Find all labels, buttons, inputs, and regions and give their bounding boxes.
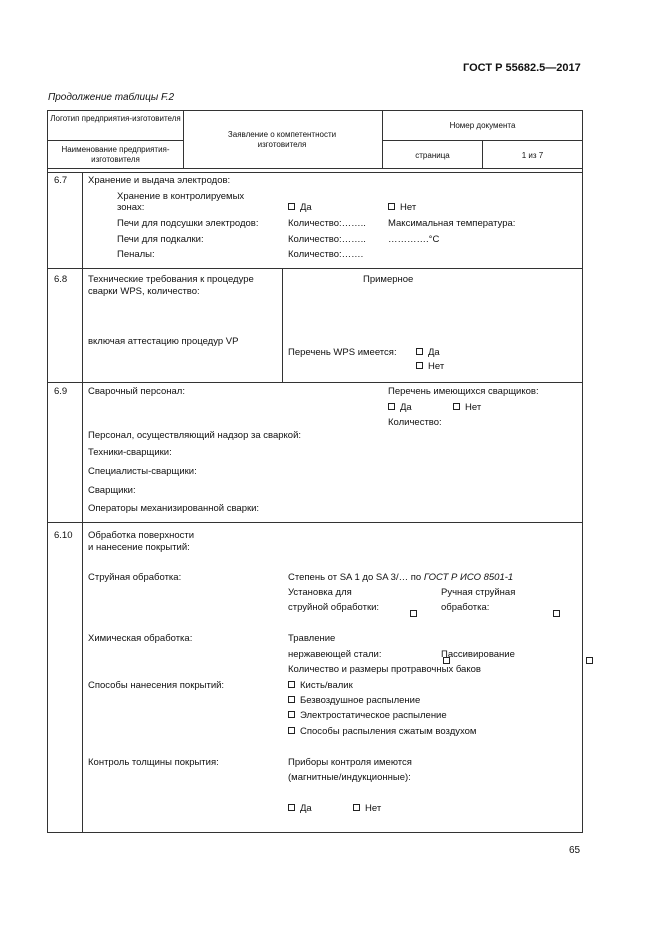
checkbox-icon: [416, 362, 423, 369]
supervisors-label: Персонал, осуществляющий надзор за сваркой:: [88, 430, 302, 441]
blast-installation-line1: Установка для: [288, 587, 352, 598]
welders-list-no-option[interactable]: Нет: [453, 402, 481, 413]
vp-qualification-label: включая аттестацию процедур VP: [88, 336, 239, 347]
section-number: 6.8: [54, 274, 68, 285]
passivation-checkbox[interactable]: [586, 657, 593, 664]
statement-title: Заявление о компетентности изготовителя: [227, 130, 337, 149]
drying-ovens-quantity[interactable]: Количество:……..: [288, 218, 366, 229]
etching-line1: Травление: [288, 633, 336, 644]
blasting-label: Струйная обработка:: [88, 572, 182, 583]
coating-thickness-label: Контроль толщины покрытия:: [88, 757, 219, 768]
manufacturer-name-label: Наименование предприятия-изготовителя: [61, 145, 170, 164]
doc-number-label: Номер документа: [449, 121, 516, 130]
method-airless-option[interactable]: Безвоздушное распыление: [288, 695, 420, 706]
devices-line1: Приборы контроля имеются: [288, 757, 412, 768]
wps-requirements-line1: Технические требования к процедуре: [88, 274, 254, 285]
passivation-label: Пассивирование: [441, 649, 515, 660]
welders-quantity-label: Количество:: [388, 417, 442, 428]
chemical-treatment-label: Химическая обработка:: [88, 633, 193, 644]
welders-label: Сварщики:: [88, 485, 136, 496]
welders-list-yes-option[interactable]: Да: [388, 402, 412, 413]
welders-list-label: Перечень имеющихся сварщиков:: [388, 386, 539, 397]
wps-list-label: Перечень WPS имеется:: [288, 347, 397, 358]
checkbox-icon: [288, 727, 295, 734]
wps-list-yes-option[interactable]: Да: [416, 347, 440, 358]
wps-requirements-line2: сварки WPS, количество:: [88, 286, 200, 297]
page-value: 1 из 7: [521, 151, 544, 160]
checkbox-icon: [288, 203, 295, 210]
checkbox-icon: [416, 348, 423, 355]
approximate-label: Примерное: [363, 274, 414, 285]
pickling-baths-label: Количество и размеры протравочных баков: [288, 664, 481, 675]
method-compressed-air-option[interactable]: Способы распыления сжатым воздухом: [288, 726, 476, 737]
checkbox-icon: [288, 804, 295, 811]
manual-blast-line1: Ручная струйная: [441, 587, 516, 598]
technicians-label: Техники-сварщики:: [88, 447, 172, 458]
devices-yes-option[interactable]: Да: [288, 803, 312, 814]
heating-ovens-label: Печи для подкалки:: [117, 234, 204, 245]
page-number: 65: [569, 845, 581, 856]
checkbox-icon: [288, 681, 295, 688]
section-number: 6.7: [54, 175, 68, 186]
section-number: 6.9: [54, 386, 68, 397]
checkbox-icon: [453, 403, 460, 410]
blast-installation-checkbox[interactable]: [410, 610, 417, 617]
etching-line2: нержавеющей стали:: [288, 649, 382, 660]
coating-methods-label: Способы нанесения покрытий:: [88, 680, 225, 691]
checkbox-icon: [388, 403, 395, 410]
storage-yes-option[interactable]: Да: [288, 202, 312, 213]
wps-list-no-option[interactable]: Нет: [416, 361, 444, 372]
table-continuation-caption: Продолжение таблицы F.2: [48, 92, 175, 103]
storage-no-option[interactable]: Нет: [388, 202, 416, 213]
page-label: страница: [415, 151, 450, 160]
storage-label-line1: Хранение в контролируемых: [117, 191, 245, 202]
devices-no-option[interactable]: Нет: [353, 803, 381, 814]
blast-installation-line2: струйной обработки:: [288, 602, 380, 613]
section-number: 6.10: [54, 530, 73, 541]
surface-treatment-line1: Обработка поверхности: [88, 530, 195, 541]
document-code: ГОСТ Р 55682.5—2017: [463, 62, 581, 74]
manual-blast-checkbox[interactable]: [553, 610, 560, 617]
blast-degree-text: Степень от SA 1 до SA 3/… по ГОСТ Р ИСО 8501-1: [288, 572, 514, 583]
devices-line2: (магнитные/индукционные):: [288, 772, 411, 783]
manual-blast-line2: обработка:: [441, 602, 490, 613]
cases-quantity[interactable]: Количество:…….: [288, 249, 364, 260]
welding-personnel-label: Сварочный персонал:: [88, 386, 185, 397]
surface-treatment-line2: и нанесение покрытий:: [88, 542, 190, 553]
method-electrostatic-option[interactable]: Электростатическое распыление: [288, 710, 447, 721]
max-temperature-label: Максимальная температура:: [388, 218, 516, 229]
operators-label: Операторы механизированной сварки:: [88, 503, 260, 514]
checkbox-icon: [388, 203, 395, 210]
checkbox-icon: [288, 696, 295, 703]
logo-label: Логотип предприятия-изготовителя: [50, 114, 181, 123]
temperature-value[interactable]: ………….°C: [388, 234, 440, 245]
section-title: Хранение и выдача электродов:: [88, 175, 231, 186]
drying-ovens-label: Печи для подсушки электродов:: [117, 218, 259, 229]
method-brush-option[interactable]: Кисть/валик: [288, 680, 353, 691]
checkbox-icon: [353, 804, 360, 811]
storage-label-line2: зонах:: [117, 202, 145, 213]
checkbox-icon: [288, 711, 295, 718]
cases-label: Пеналы:: [117, 249, 155, 260]
specialists-label: Специалисты-сварщики:: [88, 466, 197, 477]
heating-ovens-quantity[interactable]: Количество:……..: [288, 234, 366, 245]
